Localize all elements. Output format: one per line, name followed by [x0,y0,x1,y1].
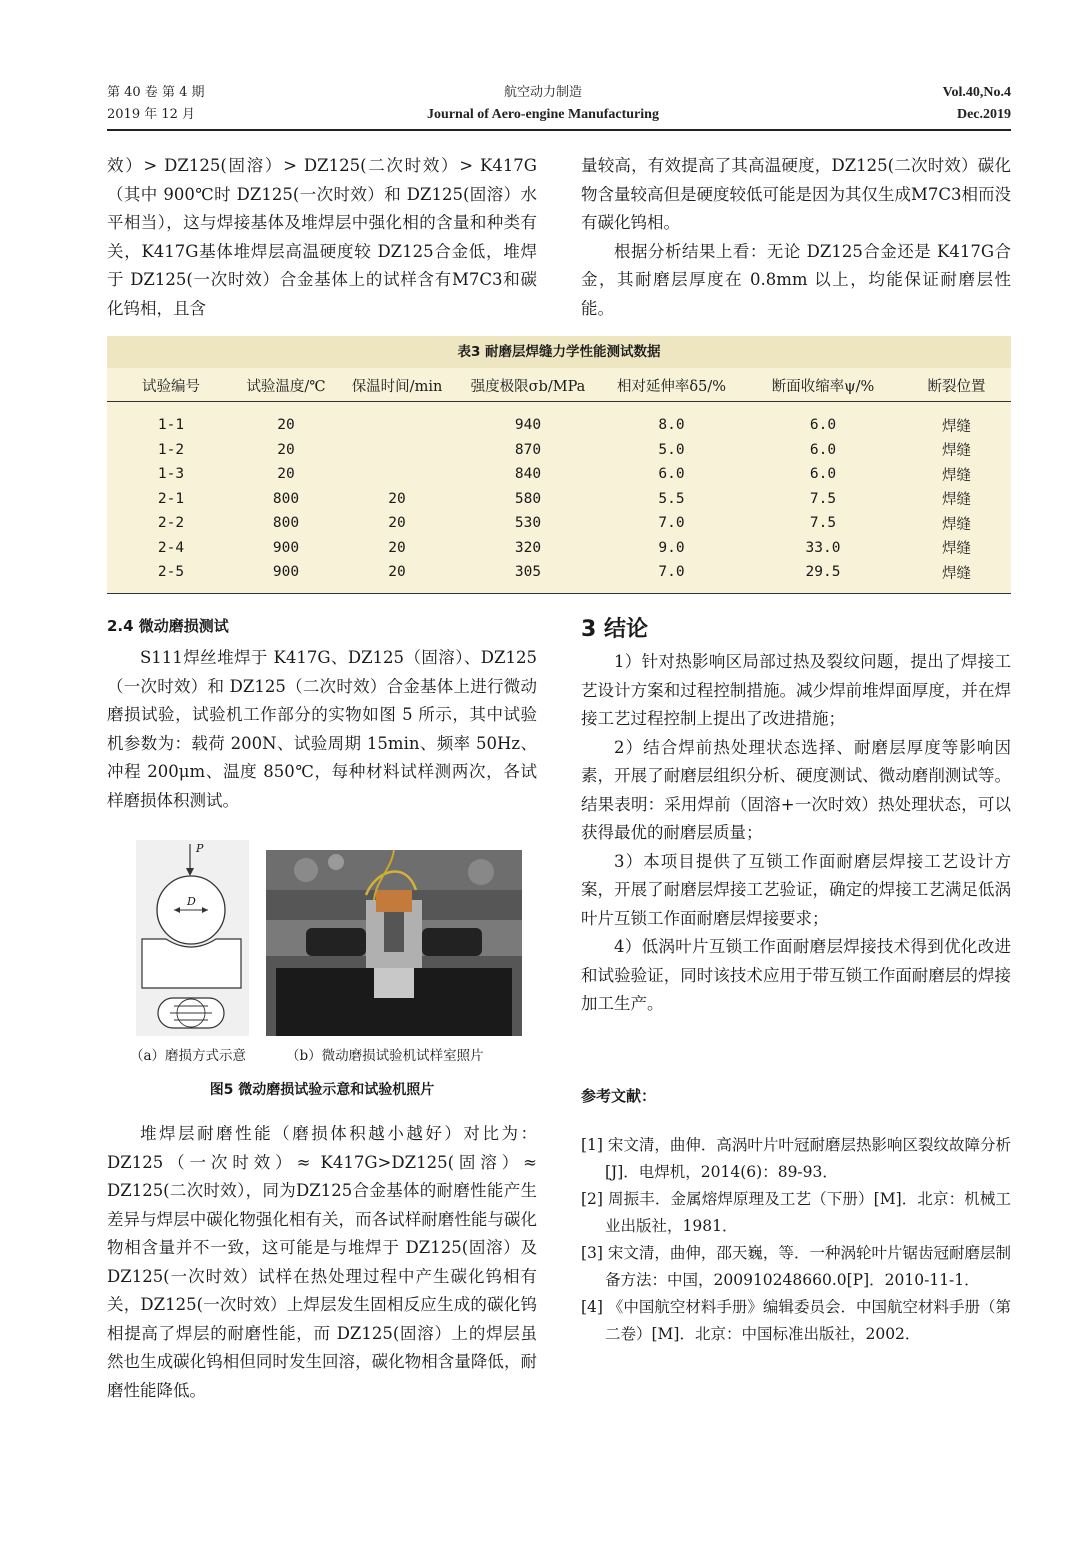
figure-5b-photo [266,850,522,1036]
conclusion-item: 4）低涡叶片互锁工作面耐磨层焊接技术得到优化改进和试验验证，同时该技术应用于带互锁工作面耐磨层的焊接加工生产。 [581,937,1011,1013]
table-cell: 焊缝 [942,492,971,509]
table-cell: 20 [388,539,406,556]
table-row [107,438,1011,463]
table-cell: 1-3 [157,466,185,483]
table-cell: 320 [514,539,542,556]
test-machine-photo [266,850,522,1036]
table-cell: 29.5 [805,564,841,581]
conclusion-item: 1）针对热影响区局部过热及裂纹问题，提出了焊接工艺设计方案和过程控制措施。减少焊前堆焊面厚度，并在焊接工艺过程控制上提出了改进措施； [581,652,1011,728]
conclusion-item: 2）结合焊前热处理状态选择、耐磨层厚度等影响因素，开展了耐磨层组织分析、硬度测试、微动磨削测试等。结果表明：采用焊前（固溶+一次时效）热处理状态，可以获得最优的耐磨层质量； [581,737,1011,842]
right-top-paragraph-2: 根据分析结果上看：无论 DZ125合金还是 K417G合金，其耐磨层厚度在 0.8mm 以上，均能保证耐磨层性能。 [581,241,1011,318]
figure-caption-a: （a）磨损方式示意 [130,1048,247,1064]
table-cell: 7.5 [809,515,837,532]
table-cell: 7.0 [658,564,685,581]
table-cell: 870 [514,441,542,458]
table-cell [337,462,457,487]
figure-caption: 图5 微动磨损试验示意和试验机照片 [209,1082,435,1098]
table-cell: 900 [272,564,300,581]
table-row [107,462,1011,487]
table-cell: 530 [514,515,542,532]
table-cell: 5.0 [658,441,685,458]
table-title: 表3 耐磨层焊缝力学性能测试数据 [107,336,1011,368]
table-cell: 焊缝 [942,418,971,435]
section-2-4-paragraph: S111焊丝堆焊于 K417G、DZ125（固溶）、DZ125（一次时效）和 DZ125（二次时效）合金基体上进行微动磨损试验，试验机工作部分的实物如图 5 所示，其中试验机参数为：载荷 200N、试验周期 15min、频率 50Hz、冲程 200μm、温度 850℃，每种材料试样测两次，各试样磨损体积测试。 [107,648,537,810]
label-d: D [187,895,196,908]
figure-5a-schematic [136,840,249,1036]
section-3-heading: 3 结论 [581,617,648,642]
reference-item: [2] 周振丰．金属熔焊原理及工艺（下册）[M]．北京：机械工业出版社，1981． [581,1190,1011,1235]
table-cell: 7.0 [658,515,685,532]
table-cell: 焊缝 [942,467,971,484]
table-cell: 2-4 [157,539,185,556]
table-cell: 6.0 [658,466,685,483]
right-top-column [581,152,1011,323]
header-vol-no: Vol.40,No.4 [942,85,1011,100]
table-cell: 6.0 [809,417,837,434]
section-2-4-heading: 2.4 微动磨损测试 [107,617,229,635]
table-cell: 焊缝 [942,516,971,533]
figure-caption-b: （b）微动磨损试验机试样室照片 [286,1048,484,1064]
conclusion-item: 3）本项目提供了互锁工作面耐磨层焊接工艺设计方案，开展了耐磨层焊接工艺验证，确定的焊接工艺满足低涡叶片互锁工作面耐磨层焊接要求； [581,851,1011,928]
table-cell: 焊缝 [942,443,971,460]
left-middle-column [107,612,537,815]
left-top-column [107,152,537,323]
table-3 [107,336,1011,594]
table-cell: 20 [388,515,406,532]
col-header: 强度极限σb/MPa [457,369,599,402]
table-cell: 580 [514,490,542,507]
table-cell: 8.0 [658,417,685,434]
table-cell: 6.0 [809,466,837,483]
table-bottom-rule [107,593,1011,594]
table-cell: 7.5 [809,490,837,507]
table-cell: 1-2 [157,441,185,458]
left-bottom-column [107,1120,537,1405]
reference-item: [4] 《中国航空材料手册》编辑委员会．中国航空材料手册（第二卷）[M]．北京：中国标准出版社，2002． [581,1298,1011,1343]
table-row [107,511,1011,536]
table-cell: 20 [388,490,406,507]
col-header: 保温时间/min [337,369,457,402]
table-cell: 6.0 [809,441,837,458]
table-cell: 840 [514,466,542,483]
references [581,1082,1011,1348]
table-cell: 焊缝 [942,541,971,558]
col-header: 相对延伸率δ5/% [599,369,744,402]
table-cell: 900 [272,539,300,556]
table-cell: 2-1 [157,490,185,507]
table-cell: 9.0 [658,539,685,556]
right-middle-column [581,612,1011,1019]
table-cell: 2-2 [157,515,185,532]
table-cell: 20 [277,417,295,434]
header-rule [107,129,1011,131]
wear-mode-diagram [136,840,249,1036]
table-header-row [107,369,1011,402]
data-table [107,369,1011,585]
col-header: 试验温度/℃ [235,369,337,402]
left-bottom-paragraph: 堆焊层耐磨性能（磨损体积越小越好）对比为：DZ125（一次时效）≈ K417G>DZ125(固溶）≈ DZ125(二次时效），同为DZ125合金基体的耐磨性能产生差异与焊层中碳化物强化相有关，而各试样耐磨性能与碳化物相含量并不一致，这可能是与堆焊于 DZ125(固溶）及 DZ125(一次时效）试样在热处理过程中产生碳化钨相有关，DZ125(一次时效）上焊层发生固相反应生成的碳化钨相提高了焊层的耐磨性能，而 DZ125(固溶）上的焊层虽然也生成碳化钨相但同时发生回溶，碳化物相含量降低，耐磨性能降低。 [107,1124,537,1400]
left-top-paragraph: 效）> DZ125(固溶）> DZ125(二次时效）> K417G（其中 900℃时 DZ125(一次时效）和 DZ125(固溶）水平相当），这与焊接基体及堆焊层中强化相的含量和种类有关，K417G基体堆焊层高温硬度较 DZ125合金低，堆焊于 DZ125(一次时效）合金基体上的试样含有M7C3和碳化钨相，且含 [107,156,537,318]
references-heading: 参考文献： [581,1087,657,1105]
table-cell: 焊缝 [942,565,971,582]
table-cell: 20 [388,564,406,581]
label-p: P [196,842,204,855]
header-journal-en: Journal of Aero-engine Manufacturing [427,107,659,122]
right-top-paragraph-1: 量较高，有效提高了其高温硬度，DZ125(二次时效）碳化物含量较高但是硬度较低可能是因为其仅生成M7C3相而没有碳化钨相。 [581,156,1012,232]
table-cell: 20 [277,466,295,483]
table-cell: 5.5 [658,490,685,507]
table-cell: 20 [277,441,295,458]
table-cell: 800 [272,515,300,532]
table-cell: 2-5 [157,564,185,581]
table-cell [337,402,457,438]
table-cell: 800 [272,490,300,507]
table-cell: 1-1 [157,417,185,434]
header-volume: 第 40 卷 第 4 期 [107,85,205,100]
header-dec: Dec.2019 [956,107,1011,122]
reference-item: [1] 宋文清，曲伸．高涡叶片叶冠耐磨层热影响区裂纹故障分析[J]．电焊机，2014(6)：89-93． [581,1136,1011,1181]
table-row [107,487,1011,512]
header-journal-cn: 航空动力制造 [503,85,582,100]
table-cell: 33.0 [805,539,841,556]
table-cell [337,438,457,463]
table-cell: 305 [514,564,542,581]
col-header: 试验编号 [107,369,235,402]
col-header: 断面收缩率ψ/% [744,369,902,402]
header-date: 2019 年 12 月 [107,107,196,122]
col-header: 断裂位置 [902,369,1011,402]
table-row [107,536,1011,561]
reference-item: [3] 宋文清，曲伸，邵天巍，等．一种涡轮叶片锯齿冠耐磨层制备方法：中国，200910248660.0[P]．2010-11-1． [581,1244,1011,1289]
table-row [107,560,1011,585]
table-cell: 940 [514,417,542,434]
table-row [107,402,1011,438]
